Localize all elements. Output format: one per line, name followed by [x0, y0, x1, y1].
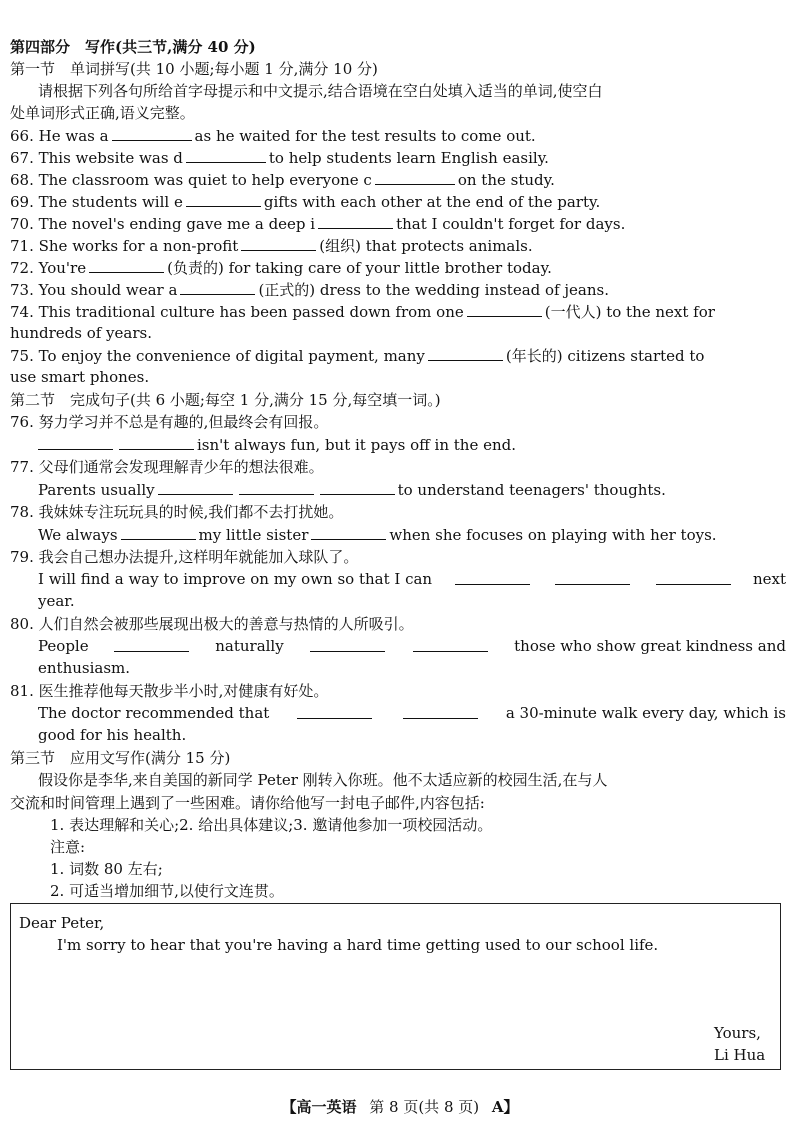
- q76-english: [38, 433, 786, 455]
- q79-english: [38, 568, 786, 590]
- question-75-cont: use smart phones.: [10, 368, 150, 386]
- q79-text-b: next: [752, 570, 786, 588]
- part2-heading: 第二节 完成句子(共 6 小题;每空 1 分,满分 15 分,每空填一词。): [10, 391, 441, 409]
- letter-signature: Li Hua: [714, 1046, 766, 1064]
- q68-text-b: on the study.: [457, 171, 555, 189]
- q76-blank-2[interactable]: [119, 433, 194, 450]
- q66-text-b: as he waited for the test results to come out.: [194, 127, 536, 145]
- part1-instruction-line2: 处单词形式正确,语义完整。: [10, 104, 195, 122]
- q81-chinese: 81. 医生推荐他每天散步半小时,对健康有好处。: [10, 682, 329, 700]
- q78-chinese: 78. 我妹妹专注玩玩具的时候,我们都不去打扰她。: [10, 503, 344, 521]
- question-66: [10, 124, 786, 146]
- q66-text-a: 66. He was a: [10, 127, 109, 145]
- page-footer: [0, 1096, 800, 1118]
- q78-text-b: my little sister: [198, 526, 309, 544]
- q72-text-a: 72. You're: [10, 259, 87, 277]
- q67-blank[interactable]: [186, 146, 266, 163]
- q67-text-b: to help students learn English easily.: [268, 149, 549, 167]
- q78-blank-1[interactable]: [121, 523, 196, 540]
- q74-text-a: 74. This traditional culture has been passed down from one: [10, 303, 464, 321]
- footer-version: A】: [491, 1098, 519, 1116]
- footer-subject: 【高一英语: [281, 1098, 357, 1116]
- q80-text-a: People: [38, 637, 89, 655]
- q71-text-b: (组织) that protects animals.: [319, 237, 533, 255]
- part3-note-1: 1. 词数 80 左右;: [50, 860, 163, 878]
- q69-text-b: gifts with each other at the end of the party.: [263, 193, 601, 211]
- q81-text-a: The doctor recommended that: [38, 704, 270, 722]
- letter-greeting: Dear Peter,: [19, 914, 105, 932]
- question-70: [10, 212, 786, 234]
- q77-english: [38, 478, 786, 500]
- q76-blank-1[interactable]: [38, 433, 113, 450]
- q77-chinese: 77. 父母们通常会发现理解青少年的想法很难。: [10, 458, 324, 476]
- part3-points: 1. 表达理解和关心;2. 给出具体建议;3. 邀请他参加一项校园活动。: [50, 816, 493, 834]
- q68-text-a: 68. The classroom was quiet to help everyone c: [10, 171, 372, 189]
- q79-english-cont: year.: [38, 592, 75, 610]
- q80-text-c: those who show great kindness and: [514, 637, 786, 655]
- question-68: [10, 168, 786, 190]
- q70-text-a: 70. The novel's ending gave me a deep i: [10, 215, 316, 233]
- q74-blank[interactable]: [467, 300, 542, 317]
- q76-text: isn't always fun, but it pays off in the end.: [197, 436, 517, 454]
- part3-task-line1: 假设你是李华,来自美国的新同学 Peter 刚转入你班。他不太适应新的校园生活,在与人: [38, 771, 608, 789]
- part1-heading: 第一节 单词拼写(共 10 小题;每小题 1 分,满分 10 分): [10, 60, 378, 78]
- q75-blank[interactable]: [428, 344, 503, 361]
- q78-english: [38, 523, 786, 545]
- question-69: [10, 190, 786, 212]
- q80-english-cont: enthusiasm.: [38, 659, 131, 677]
- question-71: [10, 234, 786, 256]
- q72-text-b: (负责的) for taking care of your little brother today.: [167, 259, 552, 277]
- q79-chinese: 79. 我会自己想办法提升,这样明年就能加入球队了。: [10, 548, 359, 566]
- answer-box[interactable]: [10, 903, 781, 1070]
- q78-text-a: We always: [38, 526, 118, 544]
- q71-blank[interactable]: [241, 234, 316, 251]
- q79-blank-3[interactable]: [656, 568, 731, 585]
- question-72: [10, 256, 786, 278]
- question-67: [10, 146, 786, 168]
- q70-blank[interactable]: [318, 212, 393, 229]
- q70-text-b: that I couldn't forget for days.: [396, 215, 626, 233]
- footer-page-number: 第 8 页(共 8 页): [369, 1098, 480, 1116]
- q72-blank[interactable]: [89, 256, 164, 273]
- q81-blank-1[interactable]: [297, 702, 372, 719]
- q81-english: [38, 702, 786, 724]
- q78-blank-2[interactable]: [311, 523, 386, 540]
- section-title: 第四部分 写作(共三节,满分 40 分): [10, 38, 256, 56]
- q77-blank-1[interactable]: [158, 478, 233, 495]
- q66-blank[interactable]: [112, 124, 192, 141]
- q73-blank[interactable]: [180, 278, 255, 295]
- part1-instruction-line1: 请根据下列各句所给首字母提示和中文提示,结合语境在空白处填入适当的单词,使空白: [38, 82, 603, 100]
- q80-chinese: 80. 人们自然会被那些展现出极大的善意与热情的人所吸引。: [10, 615, 414, 633]
- q76-chinese: 76. 努力学习并不总是有趣的,但最终会有回报。: [10, 413, 329, 431]
- q67-text-a: 67. This website was d: [10, 149, 183, 167]
- q74-text-b: (一代人) to the next for: [544, 303, 715, 321]
- q73-text-b: (正式的) dress to the wedding instead of jeans.: [258, 281, 609, 299]
- q77-text-b: to understand teenagers' thoughts.: [397, 481, 666, 499]
- q80-english: [38, 635, 786, 657]
- q75-text-b: (年长的) citizens started to: [505, 347, 705, 365]
- q69-blank[interactable]: [186, 190, 261, 207]
- q81-blank-2[interactable]: [403, 702, 478, 719]
- q73-text-a: 73. You should wear a: [10, 281, 178, 299]
- question-75: [10, 344, 786, 366]
- q80-blank-3[interactable]: [413, 635, 488, 652]
- letter-closing: Yours,: [714, 1024, 761, 1042]
- part3-note-2: 2. 可适当增加细节,以使行文连贯。: [50, 882, 284, 900]
- q77-text-a: Parents usually: [38, 481, 155, 499]
- q68-blank[interactable]: [375, 168, 455, 185]
- q75-text-a: 75. To enjoy the convenience of digital payment, many: [10, 347, 425, 365]
- q79-text-a: I will find a way to improve on my own so that I can: [38, 570, 433, 588]
- q80-text-b: naturally: [215, 637, 284, 655]
- q80-blank-1[interactable]: [114, 635, 189, 652]
- q79-blank-2[interactable]: [555, 568, 630, 585]
- q81-english-cont: good for his health.: [38, 726, 187, 744]
- q69-text-a: 69. The students will e: [10, 193, 183, 211]
- q77-blank-2[interactable]: [239, 478, 314, 495]
- question-74-cont: hundreds of years.: [10, 324, 152, 342]
- q80-blank-2[interactable]: [310, 635, 385, 652]
- question-73: [10, 278, 786, 300]
- question-74: [10, 300, 786, 322]
- q79-blank-1[interactable]: [455, 568, 530, 585]
- q71-text-a: 71. She works for a non-profit: [10, 237, 239, 255]
- part3-task-line2: 交流和时间管理上遇到了一些困难。请你给他写一封电子邮件,内容包括:: [10, 794, 485, 812]
- part3-note-title: 注意:: [50, 838, 86, 856]
- letter-opening: I'm sorry to hear that you're having a hard time getting used to our school life.: [57, 936, 659, 954]
- q77-blank-3[interactable]: [320, 478, 395, 495]
- part3-heading: 第三节 应用文写作(满分 15 分): [10, 749, 231, 767]
- q81-text-b: a 30-minute walk every day, which is: [505, 704, 786, 722]
- q78-text-c: when she focuses on playing with her toys.: [389, 526, 717, 544]
